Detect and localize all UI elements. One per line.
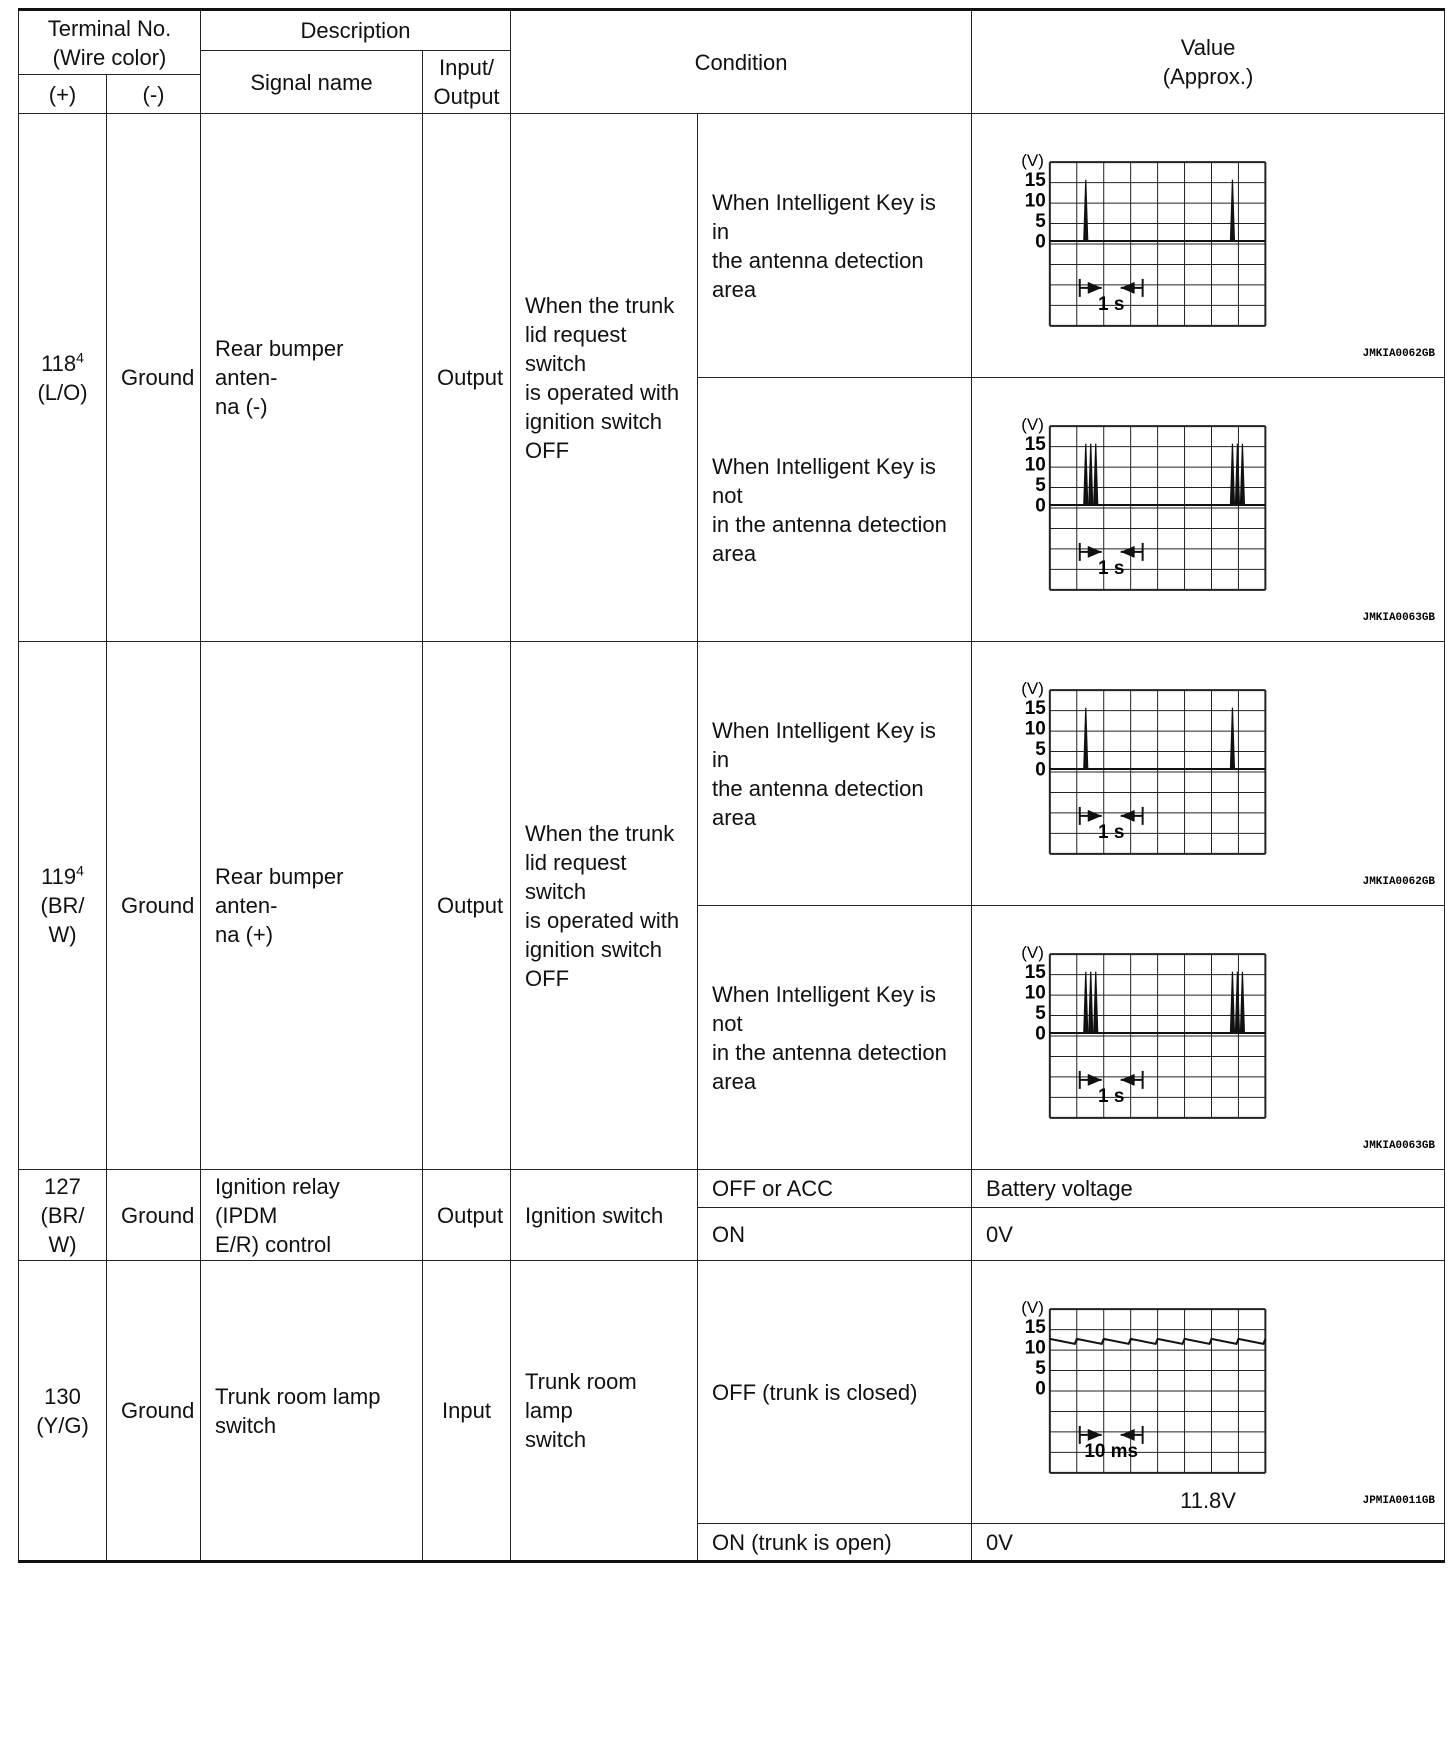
waveform-pulse — [1089, 444, 1093, 505]
value-waveform-cell — [972, 906, 1445, 1170]
ground-cell: Ground — [107, 1170, 201, 1261]
terminal-footnote: 4 — [76, 862, 84, 879]
waveform-pulse — [1084, 444, 1088, 505]
waveform-pulse — [1084, 708, 1088, 769]
figure-code: JMKIA0063GB — [1362, 1139, 1436, 1152]
waveform-chart — [972, 378, 1444, 641]
axis-tick-label: 0 — [1035, 1378, 1046, 1400]
waveform-pulse — [1084, 972, 1088, 1033]
time-scale-label: 1 s — [1098, 557, 1125, 579]
signal-name-cell: Rear bumper anten- na (+) — [201, 642, 423, 1170]
axis-tick-label: 15 — [1024, 1317, 1046, 1339]
axis-tick-label: 0 — [1035, 1023, 1046, 1045]
waveform-pulse — [1094, 972, 1098, 1033]
io-cell: Output — [423, 1170, 511, 1261]
waveform-pulse — [1089, 972, 1093, 1033]
ground-cell: Ground — [107, 1261, 201, 1562]
wire-color: (BR/ W) — [40, 893, 85, 947]
terminal-spec-table — [18, 8, 1445, 1563]
waveform-pulse — [1230, 972, 1234, 1033]
io-cell: Input — [423, 1261, 511, 1562]
value-waveform-cell — [972, 114, 1445, 378]
state-cell: When Intelligent Key is not in the antenna detection area — [698, 906, 972, 1170]
terminal-footnote: 4 — [76, 349, 84, 366]
value-waveform-cell — [972, 642, 1445, 906]
terminal-number: 130 — [44, 1383, 81, 1409]
time-scale-label: 1 s — [1098, 1085, 1125, 1107]
state-cell: When Intelligent Key is not in the antenna detection area — [698, 378, 972, 642]
waveform-pulse — [1240, 972, 1244, 1033]
axis-tick-label: 15 — [1024, 698, 1046, 720]
wire-color: (Y/G) — [36, 1412, 89, 1438]
axis-tick-label: 5 — [1035, 475, 1046, 497]
signal-name-cell: Rear bumper anten- na (-) — [201, 114, 423, 642]
state-cell: OFF or ACC — [698, 1170, 972, 1208]
value-cell: 0V — [972, 1208, 1445, 1261]
waveform-chart — [972, 114, 1444, 377]
terminal-cell — [19, 1170, 107, 1261]
condition-cell: Trunk room lamp switch — [511, 1261, 698, 1562]
header-terminal: Terminal No. (Wire color) — [19, 10, 201, 75]
header-minus: (-) — [107, 75, 201, 114]
wire-color: (BR/ W) — [40, 1202, 85, 1257]
axis-unit-label: (V) — [1021, 943, 1044, 963]
axis-tick-label: 10 — [1024, 190, 1046, 212]
waveform-pulse — [1240, 444, 1244, 505]
state-cell: ON — [698, 1208, 972, 1261]
time-scale-label: 1 s — [1098, 821, 1125, 843]
value-cell: Battery voltage — [972, 1170, 1445, 1208]
ground-cell: Ground — [107, 642, 201, 1170]
figure-code: JMKIA0062GB — [1362, 347, 1436, 360]
terminal-number: 118 — [41, 350, 77, 376]
time-scale-label: 1 s — [1098, 293, 1125, 315]
terminal-cell — [19, 642, 107, 1170]
state-cell: ON (trunk is open) — [698, 1524, 972, 1562]
state-cell: When Intelligent Key is in the antenna detection area — [698, 642, 972, 906]
condition-cell: When the trunk lid request switch is operated with ignition switch OFF — [511, 642, 698, 1170]
waveform-chart — [972, 1261, 1444, 1523]
axis-unit-label: (V) — [1021, 679, 1044, 699]
axis-unit-label: (V) — [1021, 151, 1044, 171]
waveform-pulse — [1094, 444, 1098, 505]
axis-tick-label: 5 — [1035, 1358, 1046, 1380]
waveform-pulse — [1230, 708, 1234, 769]
value-waveform-cell — [972, 378, 1445, 642]
waveform-pulse — [1230, 180, 1234, 241]
time-scale-label: 10 ms — [1084, 1440, 1139, 1462]
value-waveform-cell — [972, 1261, 1445, 1524]
terminal-number: 119 — [41, 864, 77, 889]
io-cell: Output — [423, 114, 511, 642]
axis-tick-label: 5 — [1035, 739, 1046, 761]
axis-tick-label: 5 — [1035, 1003, 1046, 1025]
axis-tick-label: 15 — [1024, 434, 1046, 456]
waveform-chart — [972, 642, 1444, 905]
axis-tick-label: 10 — [1024, 454, 1046, 476]
condition-cell: Ignition switch — [511, 1170, 698, 1261]
signal-name-cell: Trunk room lamp switch — [201, 1261, 423, 1562]
terminal-cell — [19, 114, 107, 642]
figure-code: JMKIA0063GB — [1362, 611, 1436, 624]
figure-code: JPMIA0011GB — [1362, 1494, 1436, 1507]
axis-tick-label: 10 — [1024, 1337, 1046, 1359]
header-plus: (+) — [19, 75, 107, 114]
header-signal-name: Signal name — [201, 51, 423, 114]
axis-tick-label: 10 — [1024, 982, 1046, 1004]
value-note: 11.8V — [1180, 1488, 1236, 1513]
waveform-pulse — [1230, 444, 1234, 505]
waveform-grid — [1050, 1309, 1266, 1473]
axis-tick-label: 10 — [1024, 718, 1046, 740]
state-cell: OFF (trunk is closed) — [698, 1261, 972, 1524]
value-cell: 0V — [972, 1524, 1445, 1562]
header-value: Value (Approx.) — [972, 10, 1445, 114]
state-cell: When Intelligent Key is in the antenna detection area — [698, 114, 972, 378]
axis-tick-label: 0 — [1035, 759, 1046, 781]
figure-code: JMKIA0062GB — [1362, 875, 1436, 888]
wire-color: (L/O) — [37, 379, 88, 405]
axis-tick-label: 15 — [1024, 962, 1046, 984]
waveform-chart — [972, 906, 1444, 1169]
header-description: Description — [201, 10, 511, 51]
signal-name-cell: Ignition relay (IPDM E/R) control — [201, 1170, 423, 1261]
terminal-cell — [19, 1261, 107, 1562]
axis-tick-label: 15 — [1024, 170, 1046, 192]
io-cell: Output — [423, 642, 511, 1170]
axis-tick-label: 0 — [1035, 495, 1046, 517]
axis-unit-label: (V) — [1021, 415, 1044, 435]
waveform-pulse — [1084, 180, 1088, 241]
terminal-number: 127 — [44, 1173, 81, 1199]
axis-tick-label: 5 — [1035, 211, 1046, 233]
axis-unit-label: (V) — [1021, 1298, 1044, 1318]
condition-cell: When the trunk lid request switch is operated with ignition switch OFF — [511, 114, 698, 642]
ground-cell: Ground — [107, 114, 201, 642]
header-condition: Condition — [511, 10, 972, 114]
axis-tick-label: 0 — [1035, 231, 1046, 253]
header-io: Input/ Output — [423, 51, 511, 114]
